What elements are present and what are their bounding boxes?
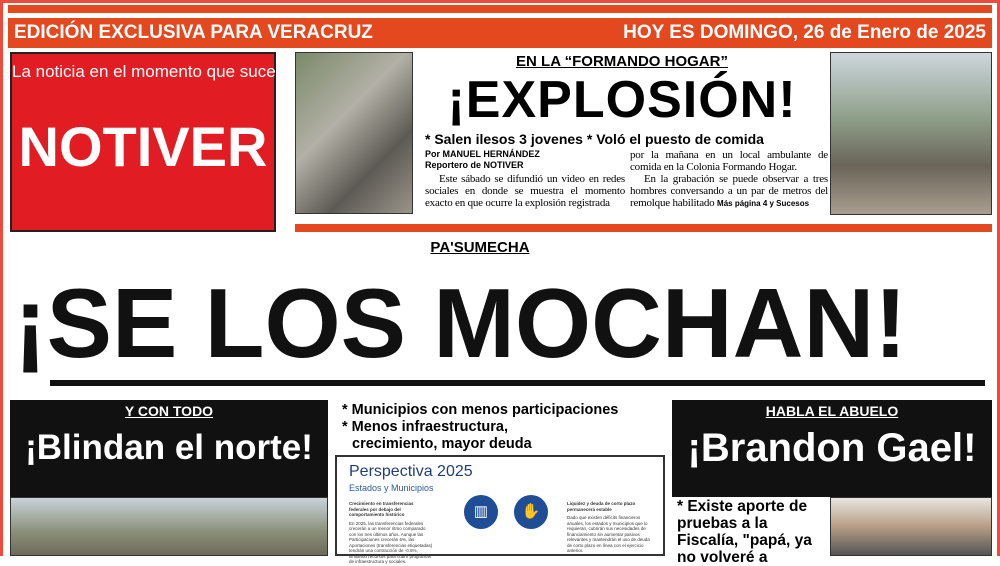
right-story-kicker: HABLA EL ABUELO <box>765 403 899 419</box>
infographic-right <box>567 501 655 554</box>
explosion-photo-left[interactable] <box>295 52 413 214</box>
main-headline[interactable]: ¡SE LOS MOCHAN! <box>14 268 907 378</box>
top-story-kicker: EN LA “FORMANDO HOGAR” <box>516 53 728 70</box>
center-bullet-1: * Municipios con menos participaciones <box>342 402 619 418</box>
infographic[interactable] <box>335 455 665 564</box>
logo-tagline: La noticia en el momento que sucede <box>12 62 295 81</box>
top-strip <box>8 5 992 13</box>
top-story-col2b: En la grabación se puede observar a tres hombres conversando a un par de metros del remolque habilitado <box>630 173 828 209</box>
left-story-headline: ¡Blindan el norte! <box>25 428 313 467</box>
top-story-headline[interactable]: ¡EXPLOSIÓN! <box>447 71 797 129</box>
center-bullet-2b: crecimiento, mayor deuda <box>352 436 532 452</box>
top-story-col2a: por la mañana en un local ambulante de comida en la Colonia Formando Hogar. <box>630 149 828 173</box>
right-story-box[interactable] <box>672 400 992 497</box>
left-story-box[interactable] <box>10 400 328 497</box>
left-story-kicker: Y CON TODO <box>124 403 214 419</box>
infographic-right-body: Dado que existen déficits financieros anuales, los estados y municipios que lo requieran, cubrirán sus necesidades de financiamiento sin aumentar pasivos relevantes y mantendrán el uso de deuda de corto plazo en línea con el ejercicio anterior. <box>567 515 650 553</box>
byline-role: Reportero de NOTIVER <box>425 160 524 170</box>
edition-label: EDICIÓN EXCLUSIVA PARA VERACRUZ <box>14 22 373 43</box>
top-story-bullets: * Salen ilesos 3 jovenes * Voló el puesto de comida <box>425 131 764 147</box>
center-bullet-2: * Menos infraestructura, <box>342 419 508 435</box>
right-story-headline: ¡Brandon Gael! <box>687 426 977 470</box>
orange-divider <box>295 224 992 232</box>
top-story-col1: Este sábado se difundió un video en redes sociales en donde se muestra el momento exacto en que ocurre la explosión registrada <box>425 173 625 209</box>
byline-name: Por MANUEL HERNÁNDEZ <box>425 149 540 159</box>
date-label: HOY ES DOMINGO, 26 de Enero de 2025 <box>623 22 986 43</box>
infographic-left <box>349 501 434 565</box>
main-kicker: PA'SUMECHA <box>430 239 530 256</box>
infographic-subtitle: Estados y Municipios <box>349 483 434 493</box>
right-story-photo[interactable] <box>830 497 992 556</box>
infographic-left-title: Crecimiento en transferencias federales por debajo del comportamiento histórico <box>349 501 414 517</box>
explosion-photo-right[interactable] <box>830 52 992 215</box>
left-story-photo[interactable] <box>10 497 328 556</box>
top-story-col2 <box>630 149 828 210</box>
center-story-bullets <box>342 402 670 453</box>
hand-coin-icon: ✋ <box>514 495 548 529</box>
byline <box>425 149 540 171</box>
logo-name: NOTIVER <box>18 115 268 178</box>
right-story-body: * Existe aporte de pruebas a la Fiscalía, "papá, ya no volveré a <box>677 498 812 566</box>
more-link[interactable]: Más página 4 y Sucesos <box>717 199 810 208</box>
notiver-logo[interactable] <box>10 52 295 232</box>
infographic-right-title: Liquidez y deuda de corto plazo permanecerá estable <box>567 501 636 512</box>
bar-chart-icon: ▥ <box>464 495 498 529</box>
infographic-title: Perspectiva 2025 <box>349 463 473 480</box>
headline-underline <box>50 380 985 386</box>
edition-header <box>8 18 992 48</box>
infographic-left-body: En 2025, las transferencias federales crecerán a un menor ritmo comparado con los tres últimos años. Aunque las Participaciones crecerán 6%, las Aportaciones (transferencias etiquetadas) tendrán una contracción de -0.5%, limitando recursos para cubrir programas de infraestructura y sociales. <box>349 520 433 564</box>
